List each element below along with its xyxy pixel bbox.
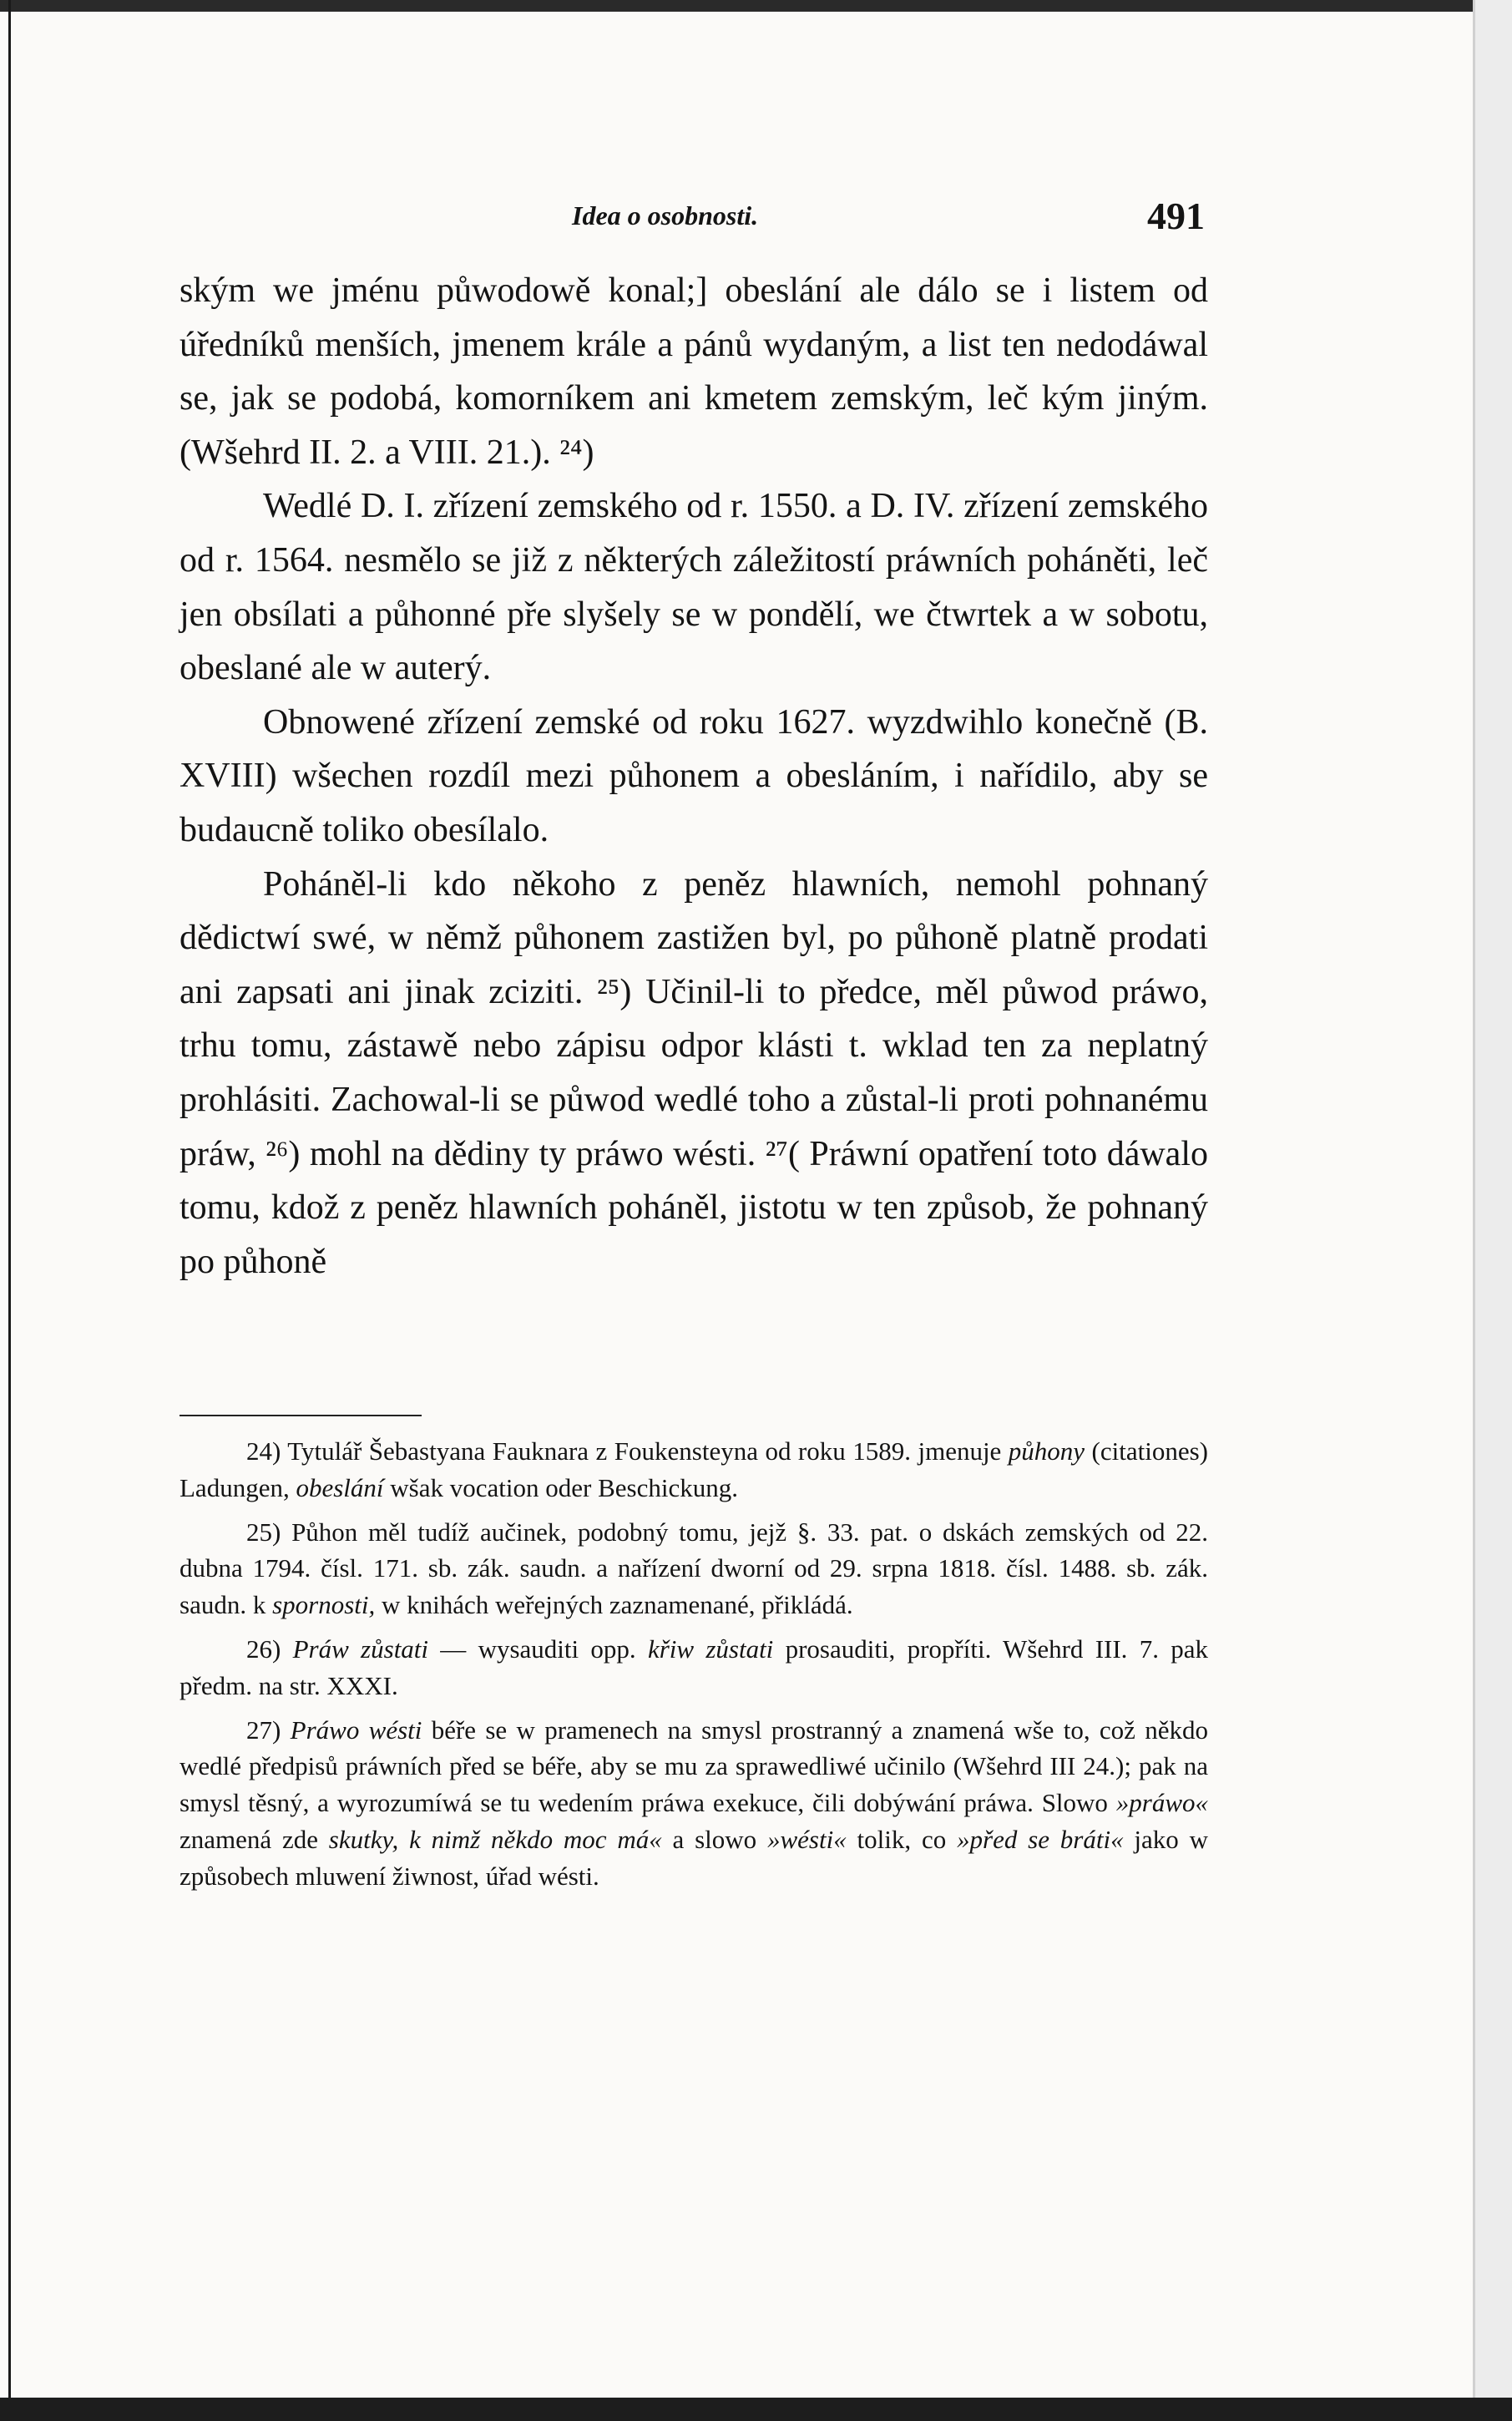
paragraph: Obnowené zřízení zemské od roku 1627. wyzdwihlo konečně (B. XVIII) wšechen rozdíl mezi půhonem a obesláním, i nařídilo, aby se budaucně toliko obesílalo. bbox=[180, 702, 1208, 849]
running-head bbox=[180, 195, 1208, 251]
scan-edge-top bbox=[0, 0, 1512, 12]
paragraph: Poháněl-li kdo někoho z peněz hlawních, nemohl pohnaný dědictwí swé, w němž půhonem zastižen byl, po půhoně platně prodati ani zapsati ani jinak zciziti. ²⁵) Učinil-li to předce, měl půwod práwo, trhu tomu, zástawě nebo zápisu odpor klásti t. wklad ten za neplatný prohlásiti. Zachowal-li se půwod wedlé toho a zůstal-li proti pohnanému práw, ²⁶) mohl na dědiny ty práwo wésti. ²⁷( Práwní opatření toto dáwalo tomu, kdož z peněz hlawních poháněl, jistotu w ten způsob, že pohnaný po půhoně bbox=[180, 864, 1208, 1281]
page-number: 491 bbox=[1147, 195, 1205, 237]
scan-edge-right bbox=[1473, 0, 1512, 2421]
footnote-24: 24) Tytulář Šebastyana Fauknara z Foukensteyna od roku 1589. jmenuje půhony (citationes) Ladungen, obeslání wšak vocation oder Beschickung. bbox=[180, 1436, 1208, 1502]
footnote-26: 26) Práw zůstati — wysauditi opp. křiw zůstati prosauditi, propříti. Wšehrd III. 7. pak předm. na str. XXXI. bbox=[180, 1633, 1208, 1700]
main-text bbox=[180, 264, 1208, 1289]
footnote-25: 25) Půhon měl tudíž aučinek, podobný tomu, jejž §. 33. pat. o dskách zemských od 22. dubna 1794. čísl. 171. sb. zák. saudn. a nařízení dworní od 29. srpna 1818. čísl. 1488. sb. zák. saudn. k spornosti, w knihách weřejných zaznamenané, přikládá. bbox=[180, 1517, 1208, 1620]
footnote-divider bbox=[180, 1415, 422, 1416]
footnote-27: 27) Práwo wésti béře se w pramenech na smysl prostranný a znamená wše to, což někdo wedlé předpisů práwních před se béře, aby se mu za sprawedliwé učinilo (Wšehrd III 24.); pak na smysl těsný, a wyrozumíwá se tu wedením práwa exekuce, čili dobýwání práwa. Slowo »práwo« znamená zde skutky, k nimž někdo moc má« a slowo »wésti« tolik, co »před se bráti« jako w způsobech mluwení žiwnost, úřad wésti. bbox=[180, 1714, 1209, 1891]
scan-edge-left bbox=[8, 0, 11, 2421]
scan-edge-bottom bbox=[0, 2398, 1512, 2421]
footnotes bbox=[180, 1433, 1208, 1895]
paragraph-continuation: ským we jménu půwodowě konal;] obeslání ale dálo se i listem od úředníků menších, jmenem krále a pánů wydaným, a list ten nedodáwal se, jak se podobá, komorníkem ani kmetem zemským, leč kým jiným. (Wšehrd II. 2. a VIII. 21.). ²⁴) bbox=[180, 271, 1208, 472]
running-head-title: Idea o osobnosti. bbox=[572, 200, 759, 230]
paragraph: Wedlé D. I. zřízení zemského od r. 1550. a D. IV. zřízení zemského od r. 1564. nesmělo se již z některých záležitostí práwních poháněti, leč jen obsílati a půhonné pře slyšely se w pondělí, we čtwrtek a w sobotu, obeslané ale w auterý. bbox=[180, 487, 1208, 688]
